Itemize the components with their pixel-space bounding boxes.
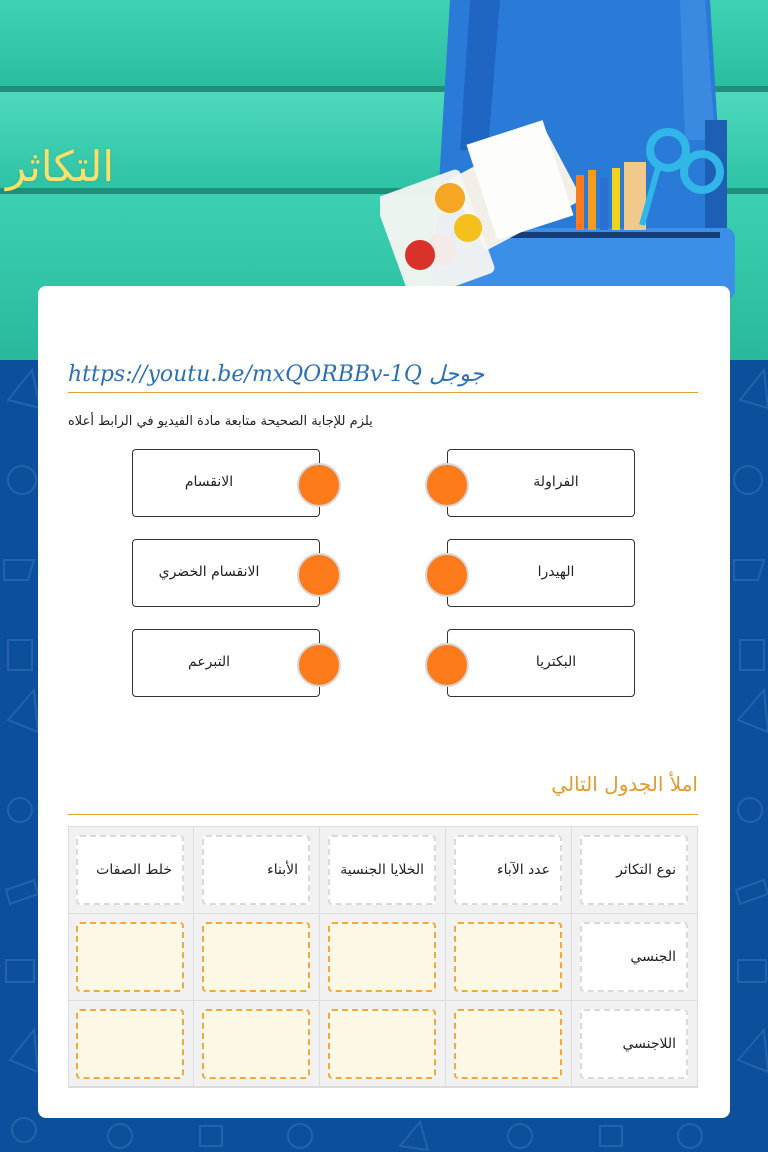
- drop-zone[interactable]: [454, 922, 562, 992]
- header-label-box: [580, 835, 688, 905]
- header-label: الخلايا الجنسية: [340, 862, 424, 878]
- row-label: الجنسي: [630, 949, 676, 965]
- header-label: خلط الصفات: [96, 862, 172, 878]
- match-option-left-2[interactable]: [132, 539, 320, 607]
- table-drop-cell: [68, 1001, 194, 1088]
- table-header-cell: [320, 827, 446, 914]
- drop-zone[interactable]: [202, 922, 310, 992]
- header-label: نوع التكاثر: [616, 862, 676, 878]
- drop-zone[interactable]: [202, 1009, 310, 1079]
- header-label: عدد الآباء: [496, 862, 550, 878]
- table-drop-cell: [194, 1001, 320, 1088]
- table-row-label-cell: [572, 1001, 698, 1088]
- match-connector-left-3[interactable]: [297, 643, 341, 687]
- table-header-cell: [68, 827, 194, 914]
- header-label-box: [454, 835, 562, 905]
- match-option-right-1[interactable]: [447, 449, 635, 517]
- match-label: الفراولة: [533, 474, 579, 490]
- backpack-illustration: [380, 0, 768, 300]
- table-drop-cell: [446, 1001, 572, 1088]
- video-link[interactable]: https://youtu.be/mxQORBBv-1Q جوجل: [68, 362, 485, 387]
- header-label-box: [202, 835, 310, 905]
- match-label: الانقسام الخضري: [158, 564, 260, 580]
- drop-zone[interactable]: [76, 922, 184, 992]
- match-connector-right-2[interactable]: [425, 553, 469, 597]
- header-label-box: [328, 835, 436, 905]
- drop-zone[interactable]: [76, 1009, 184, 1079]
- row-label-box: [580, 922, 688, 992]
- row-label-box: [580, 1009, 688, 1079]
- section-divider: [68, 814, 698, 815]
- match-label: التبرعم: [188, 654, 230, 670]
- table-title: املأ الجدول التالي: [551, 772, 698, 796]
- table-header-cell: [446, 827, 572, 914]
- header-label-box: [76, 835, 184, 905]
- match-label: الانقسام: [184, 474, 234, 490]
- drop-zone[interactable]: [328, 1009, 436, 1079]
- row-label: اللاجنسي: [622, 1036, 676, 1052]
- instruction-text: يلزم للإجابة الصحيحة متابعة مادة الفيديو في الرابط أعلاه: [68, 414, 373, 429]
- match-connector-right-1[interactable]: [425, 463, 469, 507]
- table-row-label-cell: [572, 914, 698, 1001]
- table-drop-cell: [320, 914, 446, 1001]
- header-label: الأبناء: [267, 862, 298, 878]
- match-option-right-2[interactable]: [447, 539, 635, 607]
- match-connector-left-2[interactable]: [297, 553, 341, 597]
- match-connector-left-1[interactable]: [297, 463, 341, 507]
- table-drop-cell: [194, 914, 320, 1001]
- match-option-right-3[interactable]: [447, 629, 635, 697]
- fill-table: [68, 826, 698, 1087]
- table-drop-cell: [320, 1001, 446, 1088]
- table-drop-cell: [446, 914, 572, 1001]
- table-drop-cell: [68, 914, 194, 1001]
- drop-zone[interactable]: [328, 922, 436, 992]
- match-connector-right-3[interactable]: [425, 643, 469, 687]
- table-header-cell: [194, 827, 320, 914]
- video-link-row: [68, 358, 698, 393]
- match-option-left-3[interactable]: [132, 629, 320, 697]
- page-title: التكاثر: [6, 142, 114, 191]
- match-label: الهيدرا: [537, 564, 575, 580]
- match-option-left-1[interactable]: [132, 449, 320, 517]
- table-header-cell: [572, 827, 698, 914]
- drop-zone[interactable]: [454, 1009, 562, 1079]
- worksheet-card: [38, 286, 730, 1118]
- match-label: البكتريا: [535, 654, 577, 670]
